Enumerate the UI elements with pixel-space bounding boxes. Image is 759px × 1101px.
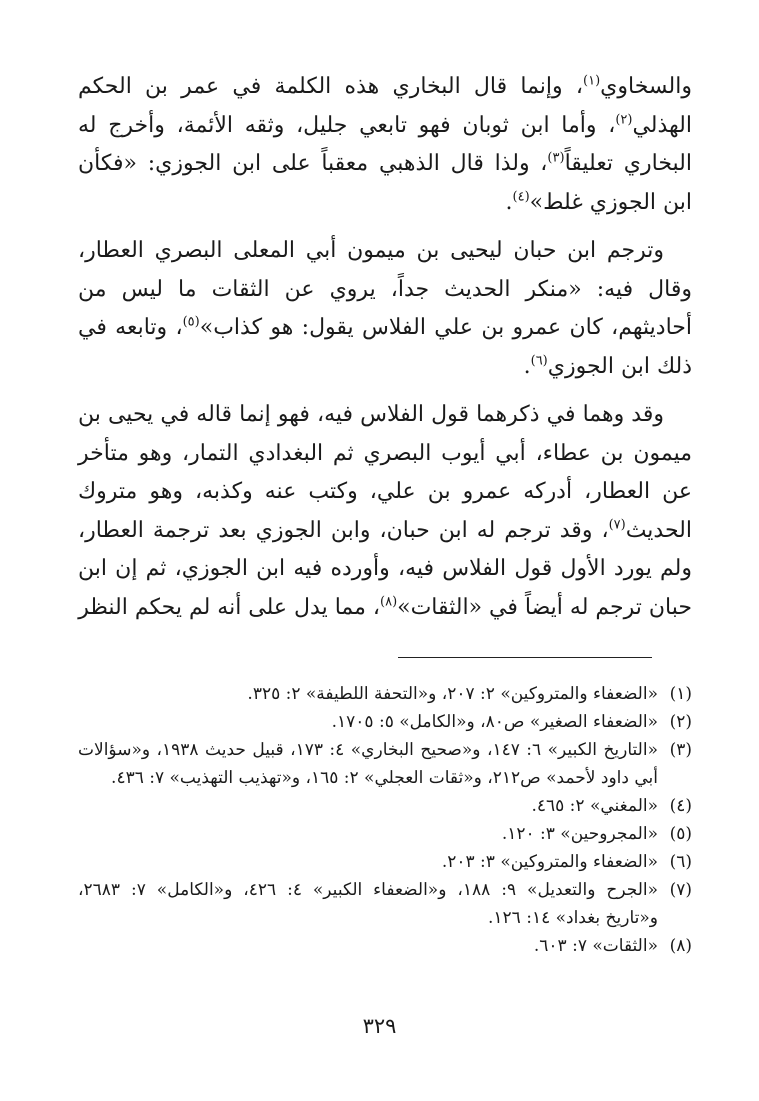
- footnote-8: [78, 932, 692, 960]
- footnote-ref-3[interactable]: (٣): [547, 150, 565, 166]
- footnote-ref-1[interactable]: (١): [583, 73, 601, 89]
- footnote-5: [78, 820, 692, 848]
- paragraph-3: وقد وهما في ذكرهما قول الفلاس فيه، فهو إنما قاله في يحيى بن ميمون بن عطاء، أبي أيوب البصري ثم البغدادي التمار، وهو متأخر عن العطار، أدركه عمرو بن علي، وكتب عنه وكذبه، وهو متروك الحديث$^{(٧)}$، وقد ترجم له ابن حبان، وابن الجوزي بعد ترجمة العطار، ولم يورد الأول قول الفلاس فيه، وأورده فيه ابن الجوزي، ثم إن ابن حبان ترجم له أيضاً في «الثقات»$^{(٨)}$، مما يدل على أنه لم يحكم النظر: [78, 402, 692, 620]
- footnote-number: (٤): [669, 796, 692, 816]
- footnote-number: (٦): [669, 852, 692, 872]
- page-number: ٣٢٩: [362, 1014, 397, 1038]
- footnote-ref-5[interactable]: (٥): [182, 314, 200, 330]
- footnote-6: [78, 848, 692, 876]
- footnote-text: «الضعفاء والمتروكين» ٣: ٢٠٣.: [441, 852, 658, 872]
- footnote-number: (٨): [669, 936, 692, 956]
- footnote-text: «الضعفاء الصغير» ص٨٠، و«الكامل» ٥: ١٧٠٥.: [331, 712, 658, 732]
- footnote-number: (٣): [669, 740, 692, 760]
- footnote-text: «الجرح والتعديل» ٩: ١٨٨، و«الضعفاء الكبير» ٤: ٤٢٦، و«الكامل» ٧: ٢٦٨٣، و«تاريخ بغداد» ١٤: ١٢٦.: [78, 880, 658, 928]
- footnote-2: [78, 708, 692, 736]
- footnote-ref-2[interactable]: (٢): [615, 112, 633, 128]
- footnote-text: «المجروحين» ٣: ١٢٠.: [501, 824, 658, 844]
- footnote-separator: [398, 657, 652, 658]
- footnotes: [78, 680, 692, 960]
- main-text: [78, 68, 692, 637]
- footnote-ref-8[interactable]: (٨): [380, 594, 398, 610]
- footnote-number: (٧): [669, 880, 692, 900]
- footnote-4: [78, 792, 692, 820]
- footnote-text: «الثقات» ٧: ٦٠٣.: [533, 936, 658, 956]
- footnote-7: [78, 876, 692, 932]
- footnote-text: «المغني» ٢: ٤٦٥.: [531, 796, 658, 816]
- footnote-number: (٢): [669, 712, 692, 732]
- footnote-ref-4[interactable]: (٤): [512, 189, 530, 205]
- footnote-3: [78, 736, 692, 792]
- footnote-ref-7[interactable]: (٧): [608, 517, 626, 533]
- paragraph-1: والسخاوي$^{(١)}$، وإنما قال البخاري هذه الكلمة في عمر بن الحكم الهذلي$^{(٢)}$، وأما ابن ثوبان فهو تابعي جليل، وثقه الأئمة، وأخرج له البخاري تعليقاً$^{(٣)}$، ولذا قال الذهبي معقباً على ابن الجوزي: «فكأن ابن الجوزي غلط»$^{(٤)}$.: [78, 73, 692, 215]
- footnote-text: «التاريخ الكبير» ٦: ١٤٧، و«صحيح البخاري» ٤: ١٧٣، قبيل حديث ١٩٣٨، و«سؤالات أبي داود لأحمد» ص٢١٢، و«ثقات العجلي» ٢: ١٦٥، و«تهذيب التهذيب» ٧: ٤٣٦.: [78, 740, 658, 788]
- footnote-ref-6[interactable]: (٦): [530, 353, 548, 369]
- footnote-1: [78, 680, 692, 708]
- footnote-number: (١): [669, 684, 692, 704]
- footnote-text: «الضعفاء والمتروكين» ٢: ٢٠٧، و«التحفة اللطيفة» ٢: ٣٢٥.: [247, 684, 658, 704]
- paragraph-2: وترجم ابن حبان ليحيى بن ميمون أبي المعلى البصري العطار، وقال فيه: «منكر الحديث جداً، يروي عن الثقات ما ليس من أحاديثهم، كان عمرو بن علي الفلاس يقول: هو كذاب»$^{(٥)}$، وتابعه في ذلك ابن الجوزي$^{(٦)}$.: [78, 238, 693, 379]
- footnote-number: (٥): [669, 824, 692, 844]
